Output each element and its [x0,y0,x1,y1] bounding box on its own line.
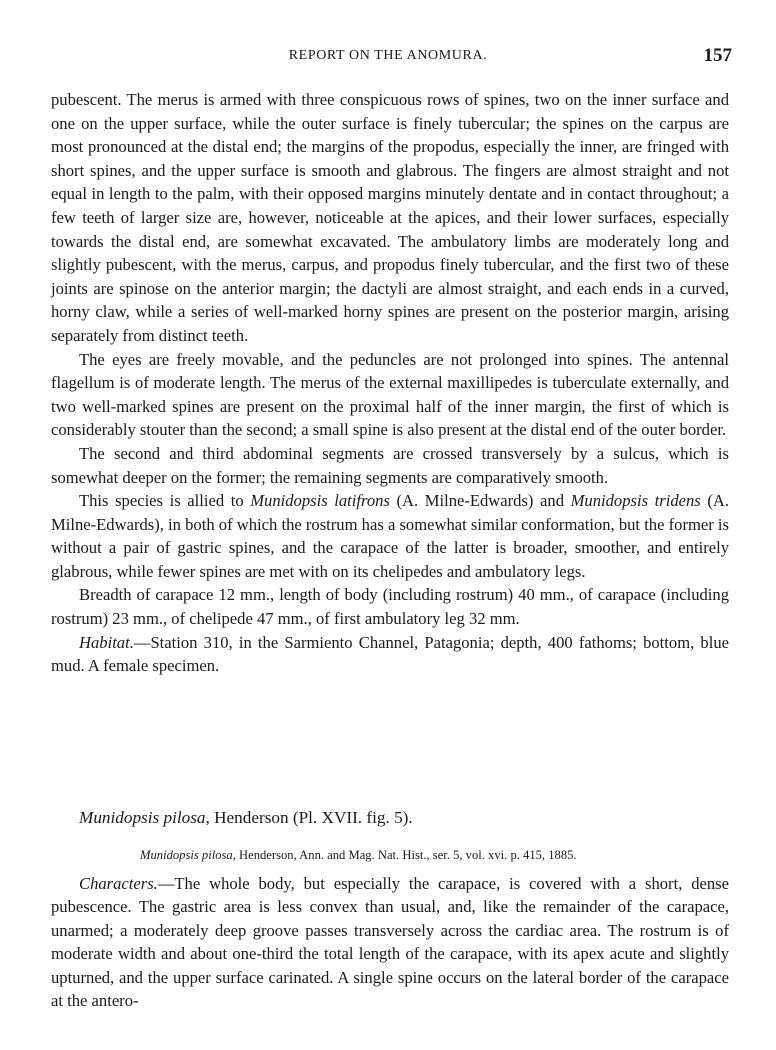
affinities-mid: (A. Milne-Edwards) and [389,491,571,511]
species-heading [79,808,413,828]
habitat-label: Habitat. [79,632,134,652]
characters-label: Characters. [79,874,158,893]
species-tridens: Munidopsis tridens [570,491,701,511]
paragraph-eyes: The eyes are freely movable, and the peduncles are not prolonged into spines. The antennal flagellum is of moderate length. The merus of the external maxillipedes is tuberculate externally, and two well-marked spines are present on the proximal half of the inner margin, the first of which is considerably stouter than the second; a small spine is also present at the distal end of the outer border. [51,349,729,440]
paragraph-continuation: pubescent. The merus is armed with three conspicuous rows of spines, two on the inner surface and one on the upper surface, while the outer surface is finely tubercular; the spines on the carpus are most pronounced at the distal end; the margins of the propodus, especially the inner, are fringed with short spines, and the upper surface is smooth and glabrous. The fingers are almost straight and not equal in length to the palm, with their opposed margins minutely dentate and in contact throughout; a few teeth of larger size are, however, noticeable at the apices, and their lower surfaces, especially towards the distal end, are somewhat excavated. The ambulatory limbs are moderately long and slightly pubescent, with the merus, carpus, and propodus finely tubercular, and the first two of these joints are spinose on the anterior margin; the dactyli are almost straight, and each ends in a curved, horny claw, while a series of well-marked horny spines are present on the posterior margin, arising separately from distinct teeth. [51,90,729,345]
characters-section [51,872,729,1012]
paragraph-habitat [51,631,729,678]
running-head [0,45,776,68]
synonymy-citation [140,848,577,863]
affinities-pre: This species is allied to [79,491,251,511]
paragraph-characters [51,872,729,1012]
habitat-text: —Station 310, in the Sarmiento Channel, Patagonia; depth, 400 fathoms; bottom, blue mud. A female specimen. [51,632,729,676]
paragraph-measurements: Breadth of carapace 12 mm., length of body (including rostrum) 40 mm., of carapace (including rostrum) 23 mm., of chelipede 47 mm., of first ambulatory leg 32 mm. [51,585,729,629]
page-number: 157 [703,45,732,66]
characters-text: —The whole body, but especially the carapace, is covered with a short, dense pubescence. The gastric area is less convex than usual, and, like the remainder of the carapace, unarmed; a moderately deep groove passes transversely across the cardiac area. The rostrum is of moderate width and about one-third the total length of the carapace, with its apex acute and slightly upturned, and the upper surface carinated. A single spine occurs on the lateral border of the carapace at the antero- [51,874,729,1011]
synonym-reference: , Henderson, Ann. and Mag. Nat. Hist., ser. 5, vol. xvi. p. 415, 1885. [232,848,577,862]
affinities-post: (A. Milne-Edwards), in both of which the rostrum has a somewhat similar conformation, but the former is without a pair of gastric spines, and the carapace of the latter is broader, smoother, and entirely glabrous, while fewer spines are met with on its chelipedes and ambulatory legs. [51,491,729,581]
species-name: Munidopsis pilosa [79,808,206,827]
synonym-name: Munidopsis pilosa [140,848,233,862]
running-title: REPORT ON THE ANOMURA. [288,48,488,63]
species-latifrons: Munidopsis latifrons [250,491,390,511]
body-text [51,88,729,678]
species-authority: , Henderson (Pl. XVII. fig. 5). [205,808,413,827]
paragraph-abdomen: The second and third abdominal segments are crossed transversely by a sulcus, which is somewhat deeper on the former; the remaining segments are comparatively smooth. [51,443,729,487]
paragraph-affinities [51,489,729,583]
